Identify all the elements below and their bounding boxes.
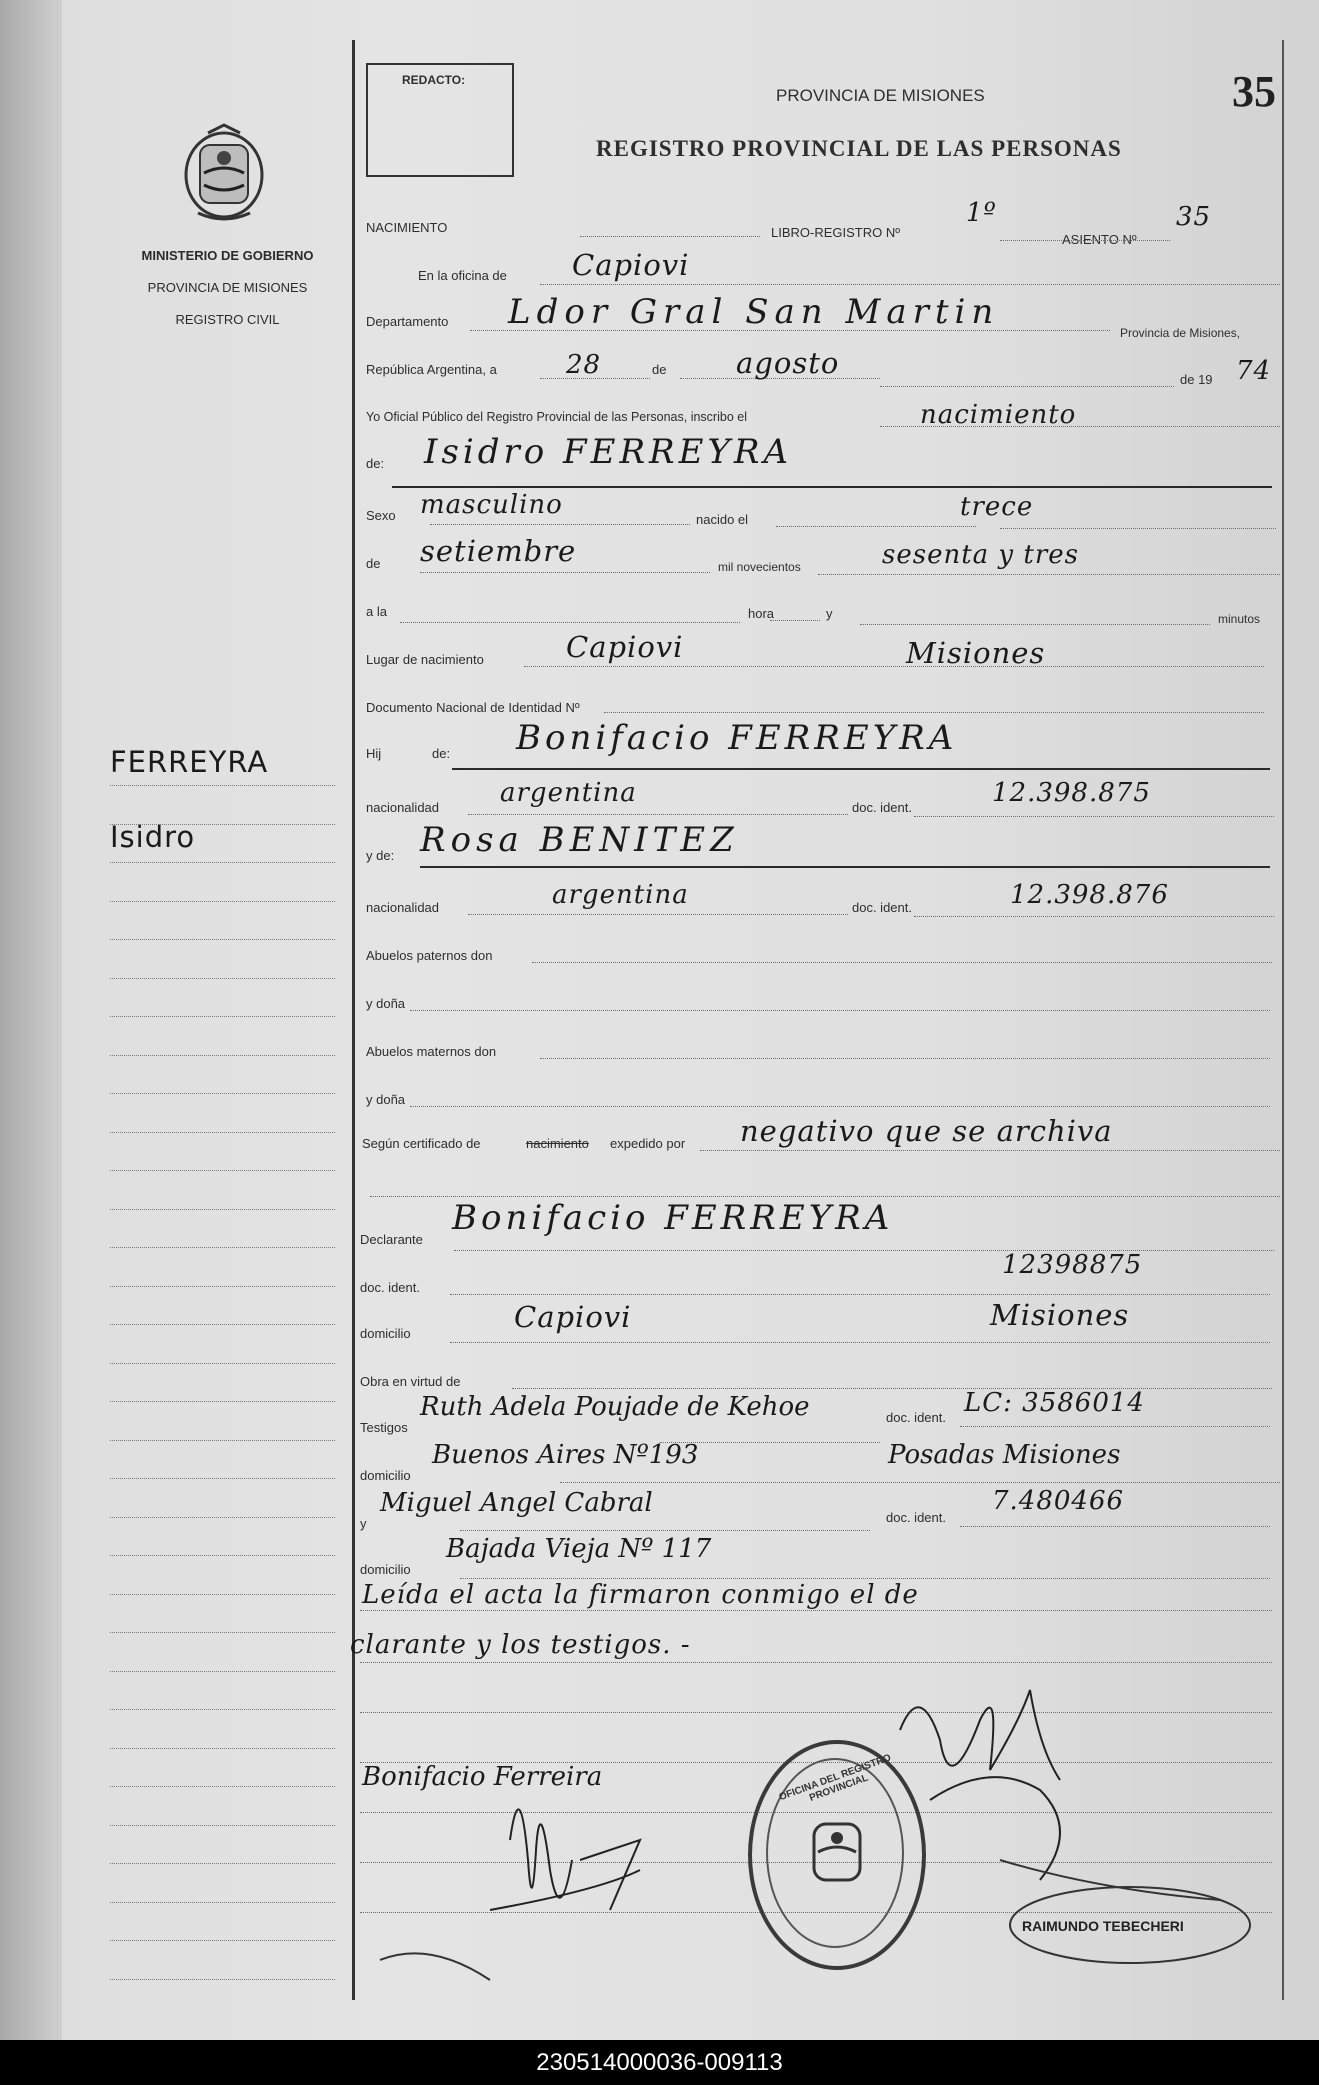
entry-nacido-dia: trece <box>960 492 1034 522</box>
form-fill-line <box>914 816 1274 817</box>
entry-testigo1-doc: LC: 3586014 <box>964 1388 1145 1418</box>
form-solid-line <box>452 768 1270 770</box>
entry-testigo2-domicilio: Bajada Vieja Nº 117 <box>446 1534 712 1564</box>
entry-madre-nacionalidad: argentina <box>552 880 689 910</box>
stub-ruled-line <box>110 1748 335 1749</box>
stub-given-name: Isidro <box>110 820 196 854</box>
stub-ruled-line <box>110 1209 335 1210</box>
form-fill-line <box>604 712 1264 713</box>
header-registry: REGISTRO PROVINCIAL DE LAS PERSONAS <box>596 136 1122 161</box>
form-fill-line <box>532 962 1272 963</box>
entry-closing-line1: Leída el acta la firmaron conmigo el de <box>362 1580 919 1610</box>
form-right-border <box>1282 40 1284 2000</box>
entry-declarante-provincia: Misiones <box>990 1298 1130 1332</box>
label-nacimiento-struck: nacimiento <box>526 1136 589 1151</box>
label-de: de <box>652 362 667 377</box>
label-y-de: y de: <box>366 848 395 863</box>
form-fill-line <box>540 1058 1270 1059</box>
form-fill-line <box>454 1250 1274 1251</box>
stub-ruled-line <box>110 862 335 863</box>
stub-ruled-line <box>110 1517 335 1518</box>
stub-ruled-line <box>110 1247 335 1248</box>
stub-ruled-line <box>110 1940 335 1941</box>
form-fill-line <box>468 814 848 815</box>
form-fill-line <box>540 284 1280 285</box>
stub-ruled-line <box>110 1440 335 1441</box>
label-a-la: a la <box>366 604 387 619</box>
label-testigos: Testigos <box>360 1420 408 1435</box>
label-doc-ident-testigo2: doc. ident. <box>886 1510 946 1525</box>
label-nacimiento: NACIMIENTO <box>366 220 448 235</box>
form-fill-line <box>860 624 1210 625</box>
entry-madre: Rosa BENITEZ <box>420 820 739 860</box>
form-fill-line <box>450 1294 1270 1295</box>
label-doc-ident-madre: doc. ident. <box>852 900 912 915</box>
label-de2: de: <box>366 456 385 471</box>
entry-day: 28 <box>566 350 602 380</box>
label-documento: Documento Nacional de Identidad Nº <box>366 700 580 715</box>
redacto-label: REDACTO: <box>402 73 466 87</box>
label-expedido-por: expedido por <box>610 1136 686 1151</box>
stub-ruled-line <box>110 939 335 940</box>
ministry-name: MINISTERIO DE GOBIERNO <box>141 248 314 263</box>
form-fill-line <box>880 386 1174 387</box>
form-fill-line <box>960 1426 1270 1427</box>
stub-ruled-line <box>110 1055 335 1056</box>
form-fill-line <box>468 914 848 915</box>
entry-padre-nacionalidad: argentina <box>500 778 637 808</box>
entry-month: agosto <box>736 346 840 380</box>
form-fill-line <box>360 1610 1272 1611</box>
label-obra-virtud: Obra en virtud de <box>360 1374 461 1389</box>
label-sexo: Sexo <box>366 508 396 523</box>
entry-name: Isidro FERREYRA <box>424 432 793 472</box>
stub-ruled-line <box>110 1324 335 1325</box>
entry-nacido-anio: sesenta y tres <box>882 540 1079 570</box>
stub-ruled-line <box>110 1401 335 1402</box>
stub-ruled-line <box>110 1555 335 1556</box>
stub-ruled-line <box>110 824 335 825</box>
label-y: y <box>826 606 833 621</box>
label-de-19: de 19 <box>1180 372 1213 387</box>
label-domicilio-testigo1: domicilio <box>360 1468 411 1483</box>
form-fill-line <box>400 622 740 623</box>
declarante-signature: Bonifacio Ferreira <box>362 1762 603 1792</box>
label-lugar-nacimiento: Lugar de nacimiento <box>366 652 484 667</box>
form-fill-line <box>770 620 820 621</box>
stub-ruled-line <box>110 1594 335 1595</box>
entry-testigo2-doc: 7.480466 <box>992 1486 1125 1516</box>
footer-id: 230514000036-009113 <box>0 2040 1319 2085</box>
page-number: 35 <box>1232 67 1276 116</box>
label-de3: de <box>366 556 381 571</box>
label-departamento: Departamento <box>366 314 449 329</box>
entry-libro-no: 1º <box>966 198 997 228</box>
stub-ruled-line <box>110 1863 335 1864</box>
stub-ruled-line <box>110 1825 335 1826</box>
official-name-stamp: RAIMUNDO TEBECHERI <box>1022 1918 1184 1934</box>
entry-year-suffix: 74 <box>1236 356 1272 386</box>
stub-surname: FERREYRA <box>110 745 269 779</box>
entry-madre-doc: 12.398.876 <box>1010 880 1169 910</box>
stub-civil-registry: REGISTRO CIVIL <box>175 312 280 327</box>
seal-coat-of-arms-icon <box>804 1814 870 1894</box>
stub-ruled-line <box>110 1786 335 1787</box>
label-hora: hora <box>748 606 775 621</box>
entry-declarante-doc: 12398875 <box>1002 1250 1143 1280</box>
form-fill-line <box>430 524 690 525</box>
entry-testigo1-ciudad: Posadas Misiones <box>888 1440 1121 1470</box>
form-fill-line <box>410 1010 1270 1011</box>
form-fill-line <box>818 574 1280 575</box>
form-fill-line <box>560 1482 1280 1483</box>
form-solid-line <box>420 866 1270 868</box>
label-abuelos-paternos: Abuelos paternos don <box>366 948 493 963</box>
label-y-dona-paterna: y doña <box>366 996 406 1011</box>
entry-declarante: Bonifacio FERREYRA <box>452 1198 894 1238</box>
form-solid-line <box>392 486 1272 488</box>
label-abuelos-maternos: Abuelos maternos don <box>366 1044 497 1059</box>
label-doc-ident-padre: doc. ident. <box>852 800 912 815</box>
form-fill-line <box>370 1196 1280 1197</box>
label-minutos: minutos <box>1218 612 1261 626</box>
label-de4: de: <box>432 746 451 761</box>
stub-ruled-line <box>110 1363 335 1364</box>
entry-padre: Bonifacio FERREYRA <box>516 718 958 758</box>
stub-ruled-line <box>110 901 335 902</box>
label-libro-registro: LIBRO-REGISTRO Nº <box>771 225 900 240</box>
redacto-box <box>366 63 514 177</box>
stub-ruled-line <box>110 1979 335 1980</box>
stub-ruled-line <box>110 1132 335 1133</box>
label-hij: Hij <box>366 746 382 761</box>
label-declarante: Declarante <box>360 1232 423 1247</box>
form-fill-line <box>524 666 1264 667</box>
form-fill-line <box>460 1578 1270 1579</box>
label-republica: República Argentina, a <box>366 362 497 377</box>
header-province: PROVINCIA DE MISIONES <box>776 86 985 105</box>
label-segun-certificado: Según certificado de <box>362 1136 481 1151</box>
stub-ruled-line <box>110 1478 335 1479</box>
label-domicilio-testigo2: domicilio <box>360 1562 411 1577</box>
stub-ruled-line <box>110 1170 335 1171</box>
entry-testigo2: Miguel Angel Cabral <box>380 1488 653 1518</box>
label-y-dona-materna: y doña <box>366 1092 406 1107</box>
stub-province: PROVINCIA DE MISIONES <box>147 280 308 295</box>
form-fill-line <box>450 1342 1270 1343</box>
label-en-oficina: En la oficina de <box>418 268 507 283</box>
stub-ruled-line <box>110 1902 335 1903</box>
label-y-testigo2: y <box>360 1516 367 1531</box>
stub-ruled-line <box>110 785 335 786</box>
label-doc-ident-testigo1: doc. ident. <box>886 1410 946 1425</box>
label-doc-ident-declarante: doc. ident. <box>360 1280 420 1295</box>
label-nacionalidad-padre: nacionalidad <box>366 800 440 815</box>
seal-text: OFICINA DEL REGISTRO PROVINCIAL <box>777 1752 893 1804</box>
form-fill-line <box>776 526 976 527</box>
entry-nacido-mes: setiembre <box>420 534 577 568</box>
label-domicilio-declarante: domicilio <box>360 1326 411 1341</box>
entry-sexo: masculino <box>420 490 563 520</box>
form-fill-line <box>580 236 760 237</box>
form-fill-line <box>914 916 1274 917</box>
form-fill-line <box>460 1530 870 1531</box>
stub-ruled-line <box>110 1016 335 1017</box>
form-fill-line <box>1000 240 1170 241</box>
label-nacido-el: nacido el <box>696 512 749 527</box>
label-mil-novecientos: mil novecientos <box>718 560 801 574</box>
form-fill-line <box>960 1526 1270 1527</box>
stub-ruled-line <box>110 1709 335 1710</box>
entry-acto: nacimiento <box>920 400 1077 430</box>
entry-certificado: negativo que se archiva <box>740 1114 1113 1148</box>
entry-testigo1: Ruth Adela Poujade de Kehoe <box>420 1392 810 1422</box>
form-fill-line <box>1000 528 1276 529</box>
entry-lugar-provincia: Misiones <box>906 636 1046 670</box>
stub-ruled-line <box>110 1632 335 1633</box>
form-fill-line <box>512 1388 1272 1389</box>
entry-closing-line2: clarante y los testigos. - <box>350 1630 691 1660</box>
label-asiento: ASIENTO Nº <box>1062 232 1137 247</box>
form-fill-line <box>700 1150 1280 1151</box>
stub-ruled-line <box>110 1093 335 1094</box>
book-binding <box>0 0 62 2040</box>
stub-ruled-line <box>110 1671 335 1672</box>
label-nacionalidad-madre: nacionalidad <box>366 900 440 915</box>
entry-declarante-domicilio: Capiovi <box>514 1300 632 1334</box>
label-provincia: Provincia de Misiones, <box>1120 326 1241 340</box>
entry-lugar: Capiovi <box>566 630 684 664</box>
coat-of-arms-icon <box>178 123 270 225</box>
stub-ruled-line <box>110 978 335 979</box>
label-yo-oficial: Yo Oficial Público del Registro Provincial de las Personas, inscribo el <box>366 410 747 424</box>
entry-departamento: Ldor Gral San Martin <box>508 292 1000 332</box>
entry-testigo1-domicilio: Buenos Aires Nº193 <box>432 1440 699 1470</box>
form-fill-line <box>410 1106 1270 1107</box>
stub-ruled-line <box>110 1286 335 1287</box>
entry-padre-doc: 12.398.875 <box>992 778 1151 808</box>
entry-asiento-no: 35 <box>1176 202 1212 232</box>
entry-oficina: Capiovi <box>572 248 690 282</box>
official-seal <box>748 1740 926 1970</box>
form-fill-line <box>420 572 710 573</box>
